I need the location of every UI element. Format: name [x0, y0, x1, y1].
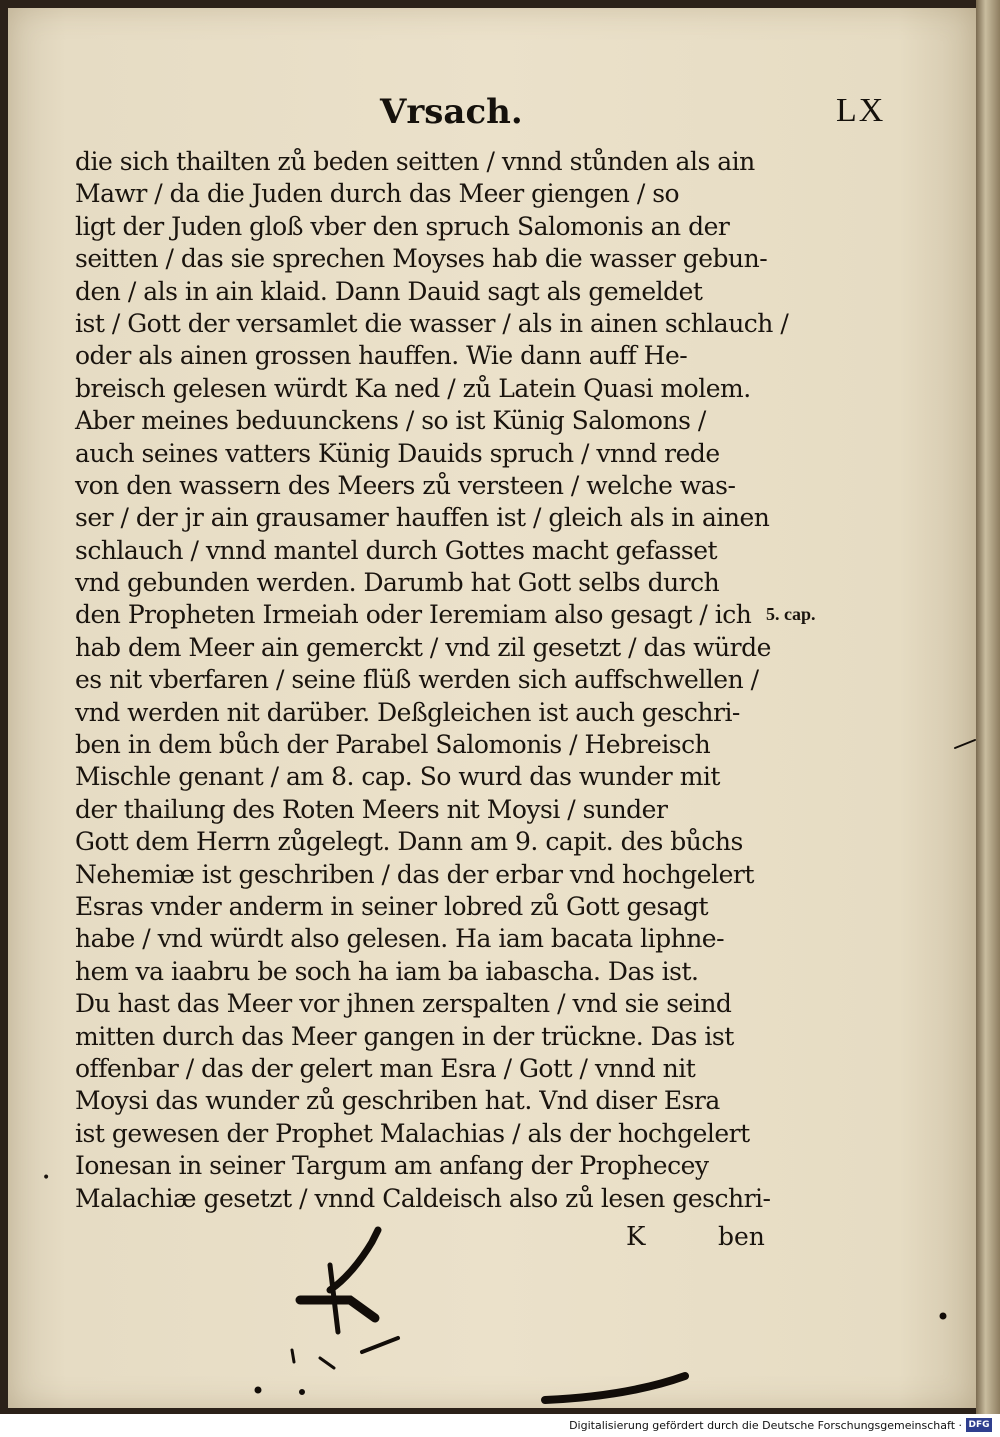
- folio-number: LX: [836, 92, 886, 129]
- text-line: schlauch / vnnd mantel durch Gottes macht gefasset: [75, 535, 718, 565]
- text-line: der thailung des Roten Meers nit Moysi / sunder: [75, 794, 668, 824]
- margin-note: 5. cap.: [766, 604, 816, 624]
- text-line: Aber meines beduunckens / so ist Künig Salomons /: [75, 406, 706, 436]
- ink-dot: [940, 1313, 946, 1319]
- text-line: oder als ainen grossen hauffen. Wie dann auff He-: [75, 341, 688, 371]
- ink-stroke: [320, 1358, 334, 1368]
- ink-stroke: [545, 1376, 685, 1400]
- margin-bullet: •: [42, 1170, 51, 1186]
- text-line: Mawr / da die Juden durch das Meer giengen / so: [75, 179, 680, 209]
- catchword: ben: [718, 1222, 765, 1251]
- text-line: ligt der Juden gloß vber den spruch Salomonis an der: [75, 211, 730, 241]
- text-line: ben in dem bůch der Parabel Salomonis / Hebreisch: [75, 730, 711, 760]
- text-line: habe / vnd würdt also gelesen. Ha iam bacata liphne-: [75, 924, 725, 954]
- text-line: breisch gelesen würdt Ka ned / zů Latein Quasi molem.: [75, 373, 751, 403]
- text-line: hem va iaabru be soch ha iam ba iabascha. Das ist.: [75, 956, 699, 986]
- text-line: offenbar / das der gelert man Esra / Gott / vnnd nit: [75, 1053, 696, 1083]
- ink-stroke: [292, 1350, 294, 1362]
- text-line: Ionesan in seiner Targum am anfang der Prophecey: [75, 1151, 709, 1181]
- signature-mark: K: [626, 1222, 646, 1252]
- ink-stroke: [362, 1338, 398, 1352]
- text-line: mitten durch das Meer gangen in der trückne. Das ist: [75, 1021, 734, 1051]
- text-line: den / als in ain klaid. Dann Dauid sagt als gemeldet: [75, 276, 703, 306]
- text-line: auch seines vatters Künig Dauids spruch / vnnd rede: [75, 438, 720, 468]
- text-line: seitten / das sie sprechen Moyses hab die wasser gebun-: [75, 244, 768, 274]
- text-line: hab dem Meer ain gemerckt / vnd zil gesetzt / das würde: [75, 632, 771, 662]
- text-line: ist gewesen der Prophet Malachias / als der hochgelert: [75, 1118, 750, 1148]
- text-line: Nehemiæ ist geschriben / das der erbar vnd hochgelert: [75, 859, 754, 889]
- text-line: den Propheten Irmeiah oder Ieremiam also gesagt / ich: [75, 600, 752, 630]
- text-line: Mischle genant / am 8. cap. So wurd das wunder mit: [75, 762, 720, 792]
- text-line: die sich thailten zů beden seitten / vnnd stůnden als ain: [75, 147, 755, 176]
- text-line: von den wassern des Meers zů versteen / welche was-: [75, 470, 736, 500]
- ink-stroke: [330, 1230, 378, 1290]
- dfg-logo: DFG: [966, 1418, 992, 1432]
- text-line: Gott dem Herrn zůgelegt. Dann am 9. capit. des bůchs: [75, 827, 743, 857]
- text-line: ser / der jr ain grausamer hauffen ist / gleich als in ainen: [75, 503, 770, 533]
- text-line: Moysi das wunder zů geschriben hat. Vnd diser Esra: [75, 1086, 720, 1116]
- text-line: Du hast das Meer vor jhnen zerspalten / vnd sie seind: [75, 989, 732, 1019]
- text-line: ist / Gott der versamlet die wasser / als in ainen schlauch /: [75, 308, 789, 338]
- running-head: Vrsach.: [380, 92, 523, 132]
- footer-bar: [0, 1414, 1000, 1437]
- ink-stroke: [955, 740, 975, 748]
- text-line: vnd werden nit darüber. Deßgleichen ist auch geschri-: [75, 697, 740, 727]
- ink-dot: [255, 1387, 261, 1393]
- text-line: Malachiæ gesetzt / vnnd Caldeisch also zů lesen geschri-: [75, 1183, 771, 1213]
- ink-dot: [300, 1390, 305, 1395]
- text-line: es nit vberfaren / seine flüß werden sich auffschwellen /: [75, 665, 759, 695]
- text-line: Esras vnder anderm in seiner lobred zů Gott gesagt: [75, 891, 709, 921]
- funding-notice: Digitalisierung gefördert durch die Deutsche Forschungsgemeinschaft ·: [569, 1419, 962, 1432]
- text-line: vnd gebunden werden. Darumb hat Gott selbs durch: [75, 568, 720, 598]
